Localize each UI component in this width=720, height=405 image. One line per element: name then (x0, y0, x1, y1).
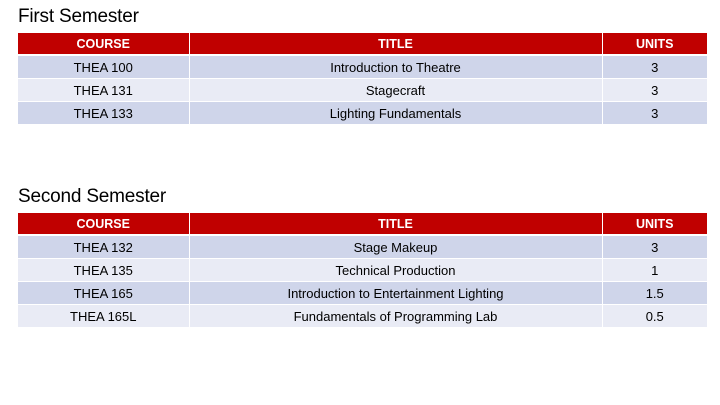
table-header-row (18, 213, 707, 235)
course-units-cell: 3 (602, 79, 707, 102)
column-header-title: TITLE (189, 213, 602, 235)
course-code-cell: THEA 132 (18, 235, 189, 259)
course-title-cell: Stage Makeup (189, 235, 602, 259)
table-header-row (18, 33, 707, 55)
table-row (18, 55, 707, 79)
course-code-cell: THEA 131 (18, 79, 189, 102)
course-units-cell: 3 (602, 235, 707, 259)
table-row (18, 259, 707, 282)
course-title-cell: Introduction to Theatre (189, 55, 602, 79)
course-code-cell: THEA 165L (18, 305, 189, 328)
course-title-cell: Introduction to Entertainment Lighting (189, 282, 602, 305)
column-header-course: COURSE (18, 213, 189, 235)
course-title-cell: Lighting Fundamentals (189, 102, 602, 125)
course-units-cell: 3 (602, 102, 707, 125)
column-header-units: UNITS (602, 33, 707, 55)
table-row (18, 305, 707, 328)
course-code-cell: THEA 165 (18, 282, 189, 305)
table-row (18, 282, 707, 305)
course-title-cell: Stagecraft (189, 79, 602, 102)
course-units-cell: 1.5 (602, 282, 707, 305)
table-row (18, 235, 707, 259)
first-semester-table (18, 33, 707, 125)
course-code-cell: THEA 135 (18, 259, 189, 282)
course-units-cell: 3 (602, 55, 707, 79)
column-header-course: COURSE (18, 33, 189, 55)
course-code-cell: THEA 133 (18, 102, 189, 125)
first-semester-title: First Semester (18, 6, 139, 27)
column-header-units: UNITS (602, 213, 707, 235)
table-row (18, 79, 707, 102)
course-units-cell: 0.5 (602, 305, 707, 328)
table-row (18, 102, 707, 125)
second-semester-table (18, 213, 707, 328)
course-code-cell: THEA 100 (18, 55, 189, 79)
column-header-title: TITLE (189, 33, 602, 55)
course-title-cell: Technical Production (189, 259, 602, 282)
course-units-cell: 1 (602, 259, 707, 282)
second-semester-title: Second Semester (18, 186, 167, 207)
course-title-cell: Fundamentals of Programming Lab (189, 305, 602, 328)
